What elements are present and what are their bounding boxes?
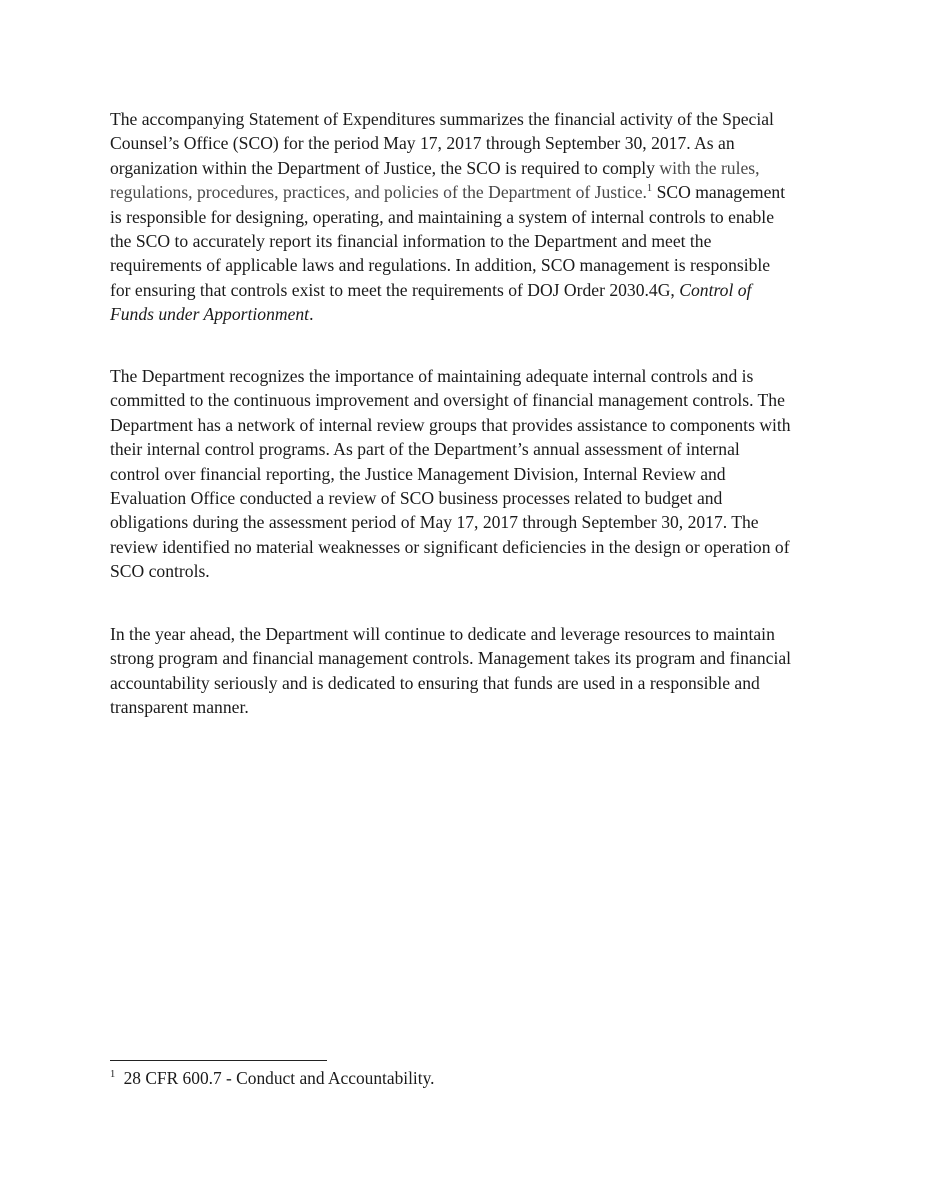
text-line: review identified no material weaknesses or significant deficiencies in the design or operation of: [110, 536, 790, 557]
text-line: control over financial reporting, the Justice Management Division, Internal Review and: [110, 463, 726, 484]
text-line: Counsel’s Office (SCO) for the period May 17, 2017 through September 30, 2017. As an: [110, 133, 735, 154]
text-line: is responsible for designing, operating, and maintaining a system of internal controls to enable: [110, 206, 775, 227]
text-line: [110, 156, 822, 180]
footnote-divider: [110, 1060, 327, 1061]
text-segment: with the rules,: [659, 157, 760, 178]
paragraph-year-ahead: [110, 622, 822, 720]
text-segment: .: [309, 304, 314, 325]
text-segment: for ensuring that controls exist to meet the requirements of DOJ Order 2030.4G,: [110, 279, 680, 300]
text-line: [110, 302, 822, 326]
text-line: SCO controls.: [110, 561, 210, 582]
text-segment: regulations, procedures, practices, and policies of the Department of Justice.: [110, 182, 647, 203]
footnote-text: 28 CFR 600.7 - Conduct and Accountability.: [119, 1068, 435, 1088]
text-line: In the year ahead, the Department will continue to dedicate and leverage resources to maintain: [110, 624, 775, 644]
order-title-italic: Funds under Apportionment: [110, 304, 310, 325]
text-segment: SCO management: [652, 182, 786, 203]
order-title-italic: Control of: [679, 279, 752, 300]
footnote: [110, 1066, 435, 1090]
text-line: Evaluation Office conducted a review of SCO business processes related to budget and: [110, 488, 723, 509]
text-line: transparent manner.: [110, 697, 249, 718]
text-line: committed to the continuous improvement and oversight of financial management controls. The: [110, 390, 785, 411]
text-line: the SCO to accurately report its financial information to the Department and meet the: [110, 231, 712, 252]
text-line: accountability seriously and is dedicated to ensuring that funds are used in a responsible and: [110, 672, 760, 693]
text-line: The Department recognizes the importance of maintaining adequate internal controls and is: [110, 366, 754, 386]
footnote-number: 1: [110, 1069, 116, 1080]
footnote-reference: 1: [646, 183, 653, 195]
text-line: The accompanying Statement of Expenditures summarizes the financial activity of the Special: [110, 109, 774, 129]
text-line: [110, 278, 822, 302]
text-line: strong program and financial management controls. Management takes its program and financial: [110, 648, 792, 669]
paragraph-internal-controls: [110, 364, 822, 584]
text-line: obligations during the assessment period of May 17, 2017 through September 30, 2017. The: [110, 512, 759, 533]
text-line: their internal control programs. As part of the Department’s annual assessment of internal: [110, 439, 740, 460]
text-line: Department has a network of internal review groups that provides assistance to components with: [110, 414, 791, 435]
paragraph-statement-of-expenditures: [110, 107, 822, 327]
text-segment: organization within the Department of Justice, the SCO is required to comply: [110, 157, 660, 178]
text-line: requirements of applicable laws and regulations. In addition, SCO management is responsible: [110, 255, 771, 276]
text-line: [110, 180, 822, 204]
